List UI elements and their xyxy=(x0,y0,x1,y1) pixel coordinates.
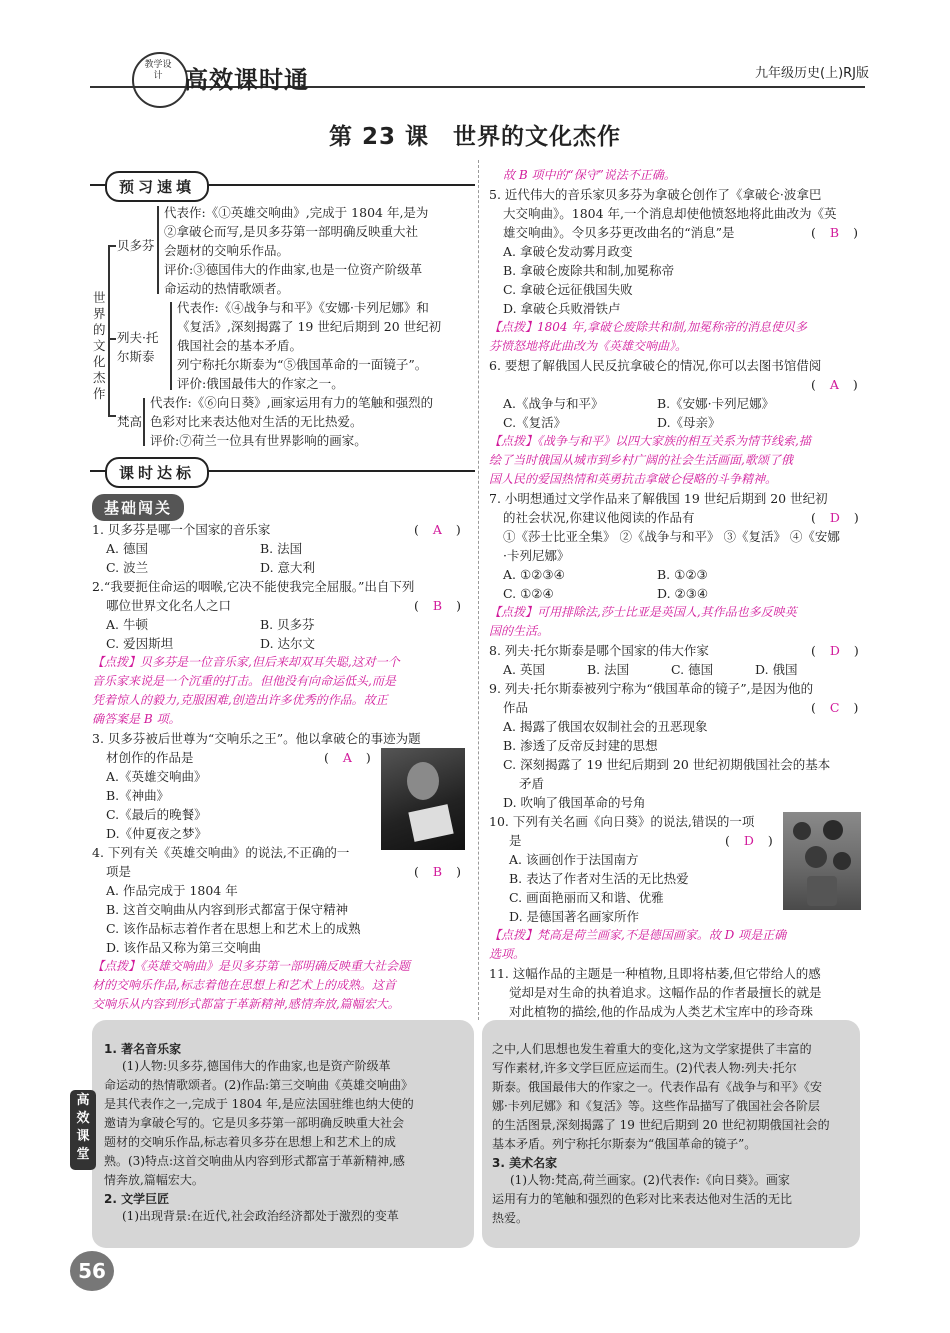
question-10-text: 10. 下列有关名画《向日葵》的说法,错误的一项 xyxy=(489,814,755,829)
summary-line: 之中,人们思想也发生着重大的变化,这为文学家提供了丰富的 xyxy=(492,1042,812,1056)
summary-left-content xyxy=(104,1040,466,1226)
question-text: 的社会状况,你建议他阅读的作品有 xyxy=(503,510,695,525)
hint-line: 交响乐从内容到形式都富于革新精神,感情奔放,篇幅宏大。 xyxy=(92,997,400,1011)
tree-root: 世界的文化杰作 xyxy=(93,290,106,401)
answer-mark: B xyxy=(432,864,443,879)
logo-text: 教学设计 xyxy=(144,60,172,81)
option: B. 渗透了反帝反封建的思想 xyxy=(503,738,658,753)
hint-note xyxy=(489,926,864,964)
option: B.《安娜·卡列尼娜》 xyxy=(657,396,775,411)
option: A. 英国 xyxy=(503,662,545,677)
side-tab-label xyxy=(70,1090,96,1170)
question-text: 对此植物的描绘,他的作品成为人类艺术宝库中的珍奇珠 xyxy=(509,1004,813,1019)
hint-line: 【点拨】《英雄交响曲》是贝多芬第一部明确反映重大社会题 xyxy=(92,959,411,973)
answer-mark: A xyxy=(432,522,442,537)
hint-note xyxy=(489,432,864,489)
tree-tick xyxy=(108,245,116,247)
summary-line: 写作素材,许多文学巨匠应运而生。(2)代表人物:列夫·托尔 xyxy=(492,1061,797,1075)
question-7-text: 7. 小明想通过文学作品来了解俄国 19 世纪后期到 20 世纪初 xyxy=(489,491,828,506)
tree-line-text: 评价:③德国伟大的作曲家,也是一位资产阶级革 xyxy=(164,262,423,277)
hint-line: 【点拨】《战争与和平》以四大家族的相互关系为情节线索,描 xyxy=(489,434,811,448)
tree-node-beethoven: 贝多芬 xyxy=(117,238,155,253)
option: C. ①②④ xyxy=(503,586,554,601)
question-text: ①《莎士比亚全集》 ②《战争与和平》 ③《复活》 ④《安娜 xyxy=(503,529,840,544)
tree-line-text: 会题材的交响乐作品。 xyxy=(164,243,290,258)
option: D. ②③④ xyxy=(657,586,709,601)
question-6-text: 6. 要想了解俄国人民反抗拿破仑的情况,你可以去图书馆借阅 xyxy=(489,358,822,373)
question-text: 雄交响曲》。令贝多芬更改曲名的“消息”是 xyxy=(503,225,735,240)
question-5-text: 5. 近代伟大的音乐家贝多芬为拿破仑创作了《拿破仑·波拿巴 xyxy=(489,187,822,202)
summary-line: 邀请为拿破仑写的。它是贝多芬第一部明确反映重大社会 xyxy=(104,1116,405,1130)
tree-line-text: 评价:⑦荷兰一位具有世界影响的画家。 xyxy=(150,433,367,448)
sunflowers-painting-image xyxy=(783,812,861,910)
option: D. 俄国 xyxy=(755,662,798,677)
question-text: 觉却是对生命的执着追求。这幅作品的作者最擅长的就是 xyxy=(509,985,822,1000)
option: C. 爱因斯坦 xyxy=(106,636,174,651)
option: B. 表达了作者对生活的无比热爱 xyxy=(509,871,689,886)
question-4-text: 4. 下列有关《英雄交响曲》的说法,不正确的一 xyxy=(92,845,350,860)
option: A. 作品完成于 1804 年 xyxy=(106,883,238,898)
summary-line: 斯泰。俄国最伟大的作家之一。代表作品有《战争与和平》《安 xyxy=(492,1080,823,1094)
summary-line: 的生活图景,深刻揭露了 19 世纪后期到 20 世纪初期俄国社会的 xyxy=(492,1118,830,1132)
summary-right-content xyxy=(492,1040,854,1228)
option: C.《最后的晚餐》 xyxy=(106,807,207,822)
hint-line: 绘了当时俄国从城市到乡村广阔的社会生活画面,歌颂了俄 xyxy=(489,453,793,467)
option: C. 画面艳丽而又和谐、优雅 xyxy=(509,890,664,905)
option: B. 这首交响曲从内容到形式都富于保守精神 xyxy=(106,902,349,917)
summary-line: (1)人物:梵高,荷兰画家。(2)代表作:《向日葵》。画家 xyxy=(510,1173,790,1187)
tree-line-text: 俄国社会的基本矛盾。 xyxy=(177,338,303,353)
left-questions: 1. 贝多芬是哪一个国家的音乐家 ( A ) A. 德国 B. 法国 C. 波兰 D. 意大利 2.“我要扼住命运的咽喉,它决不能使我完全屈服。”出自下列 哪位世界文化名人之口 ( B ) A. 牛顿 B. 贝多芬 C. 爱因斯坦 D. 达尔文 【点拨】贝多芬是一位音乐家,但后来却双耳失聪,这对一个 音乐家来说是一个沉重的打击。但他没有向命运低头,而是 凭着惊人的毅力,克服困难,创造出许多优秀的作品。故正 确答案是 B 项。 3. 贝多芬被后世尊为“交响乐之王”。他以拿破仑的事迹为题 材创作的作品是 ( A ) A.《英雄交响曲》 B.《神曲》 C.《最后的晚餐》 D.《仲夏夜之梦》 4. 下列有关《英雄交响曲》的说法,不正确的一 项是 ( B ) A. 作品完成于 1804 年 B. 这首交响曲从内容到形式都富于保守精神 C. 该作品标志着作者在思想上和艺术上的成熟 D. 该作品又称为第三交响曲 【点拨】《英雄交响曲》是贝多芬第一部明确反映重大社会题 材的交响乐作品,标志着他在思想上和艺术上的成熟。这首 交响乐从内容到形式都富于革新精神,感情奔放,篇幅宏大。 xyxy=(92,520,472,1014)
question-text: 哪位世界文化名人之口 xyxy=(106,598,232,613)
grade-label: 九年级历史(上)RJ版 xyxy=(755,66,870,81)
question-text: ·卡列尼娜》 xyxy=(503,548,570,563)
question-text: 作品 xyxy=(503,700,529,715)
option: A. 揭露了俄国农奴制社会的丑恶现象 xyxy=(503,719,708,734)
hint-note xyxy=(489,603,864,641)
summary-line: 题材的交响乐作品,标志着贝多芬在思想上和艺术上的成 xyxy=(104,1135,396,1149)
hint-line: 材的交响乐作品,标志着他在思想上和艺术上的成熟。这首 xyxy=(92,978,396,992)
option: C. 该作品标志着作者在思想上和艺术上的成熟 xyxy=(106,921,361,936)
question-text: 材创作的作品是 xyxy=(106,750,194,765)
option: C.《复活》 xyxy=(503,415,567,430)
summary-line: 运用有力的笔触和强烈的色彩对比来表达他对生活的无比 xyxy=(492,1192,793,1206)
hint-line: 国的生活。 xyxy=(489,624,550,638)
option: A. ①②③④ xyxy=(503,567,565,582)
tree-line-text: 代表作:《①英雄交响曲》,完成于 1804 年,是为 xyxy=(164,205,429,220)
summary-line: 热爱。 xyxy=(492,1211,529,1225)
question-9-text: 9. 列夫·托尔斯泰被列宁称为“俄国革命的镜子”,是因为他的 xyxy=(489,681,814,696)
tree-line-text: 色彩对比来表达他对生活的无比热爱。 xyxy=(150,414,363,429)
tree-line-text: ②拿破仑而写,是贝多芬第一部明确反映重大社 xyxy=(164,224,418,239)
option: B. 贝多芬 xyxy=(260,617,315,632)
option: A.《英雄交响曲》 xyxy=(106,769,207,784)
hint-line: 芬愤怒地将此曲改为《英雄交响曲》。 xyxy=(489,339,688,353)
vangogh-details xyxy=(150,393,433,450)
lesson-title: 第 23 课 世界的文化杰作 xyxy=(328,124,622,150)
answer-mark: B xyxy=(829,225,840,240)
hint-line: 【点拨】贝多芬是一位音乐家,但后来却双耳失聪,这对一个 xyxy=(92,655,400,669)
summary-line: 熟。(3)特点:这首交响曲从内容到形式都富于革新精神,感 xyxy=(104,1154,405,1168)
tree-brace xyxy=(157,206,159,294)
tree-node-vangogh: 梵高 xyxy=(117,414,143,429)
option: D. 吹响了俄国革命的号角 xyxy=(503,795,646,810)
answer-mark: B xyxy=(432,598,443,613)
question-11-text: 11. 这幅作品的主题是一种植物,且即将枯萎,但它带给人的感 xyxy=(489,966,821,981)
option: C. 德国 xyxy=(671,662,714,677)
option: A.《战争与和平》 xyxy=(503,396,604,411)
basic-level-badge: 基础闯关 xyxy=(92,494,184,521)
hint-line: 故 B 项中的“保守”说法不正确。 xyxy=(503,168,676,182)
summary-line: (1)出现背景:在近代,社会政治经济都处于激烈的变革 xyxy=(122,1209,399,1223)
tree-node-tolstoy: 列夫·托尔斯泰 xyxy=(117,330,159,364)
hint-line: 音乐家来说是一个沉重的打击。但他没有向命运低头,而是 xyxy=(92,674,396,688)
hint-line: 【点拨】可用排除法,莎士比亚是英国人,其作品也多反映英 xyxy=(489,605,797,619)
hint-line: 国人民的爱国热情和英勇抗击拿破仑侵略的斗争精神。 xyxy=(489,472,778,486)
option: A. 该画创作于法国南方 xyxy=(509,852,639,867)
option: A. 牛顿 xyxy=(106,617,148,632)
option: D. 该作品又称为第三交响曲 xyxy=(106,940,262,955)
option: C. 波兰 xyxy=(106,560,149,575)
option: B. 法国 xyxy=(260,541,303,556)
tree-tick xyxy=(108,415,116,417)
option: B. ①②③ xyxy=(657,567,708,582)
brand-title: 高效课时通 xyxy=(184,66,309,94)
summary-line: 基本矛盾。列宁称托尔斯泰为“俄国革命的镜子”。 xyxy=(492,1137,757,1151)
summary-line: 情奔放,篇幅宏大。 xyxy=(104,1173,204,1187)
drill-badge: 课时达标 xyxy=(105,457,209,488)
summary-heading: 2. 文学巨匠 xyxy=(104,1192,170,1206)
summary-heading: 3. 美术名家 xyxy=(492,1156,558,1170)
option: C. 深刻揭露了 19 世纪后期到 20 世纪初期俄国社会的基本 xyxy=(503,757,831,772)
option: B.《神曲》 xyxy=(106,788,170,803)
question-text: 1. 贝多芬是哪一个国家的音乐家 xyxy=(92,522,271,537)
hint-line: 选项。 xyxy=(489,947,526,961)
question-2-text: 2.“我要扼住命运的咽喉,它决不能使我完全屈服。”出自下列 xyxy=(92,579,415,594)
option: D. 是德国著名画家所作 xyxy=(509,909,640,924)
hint-note xyxy=(489,318,864,356)
beethoven-details xyxy=(164,203,428,298)
option: D. 意大利 xyxy=(260,560,316,575)
option: D.《仲夏夜之梦》 xyxy=(106,826,208,841)
question-8-text: 8. 列夫·托尔斯泰是哪个国家的伟大作家 xyxy=(489,643,709,658)
summary-line: 命运动的热情歌颂者。(2)作品:第三交响曲《英雄交响曲》 xyxy=(104,1078,414,1092)
answer-mark: C xyxy=(829,700,840,715)
answer-mark: A xyxy=(829,377,839,392)
question-text: 项是 xyxy=(106,864,132,879)
question-3-text: 3. 贝多芬被后世尊为“交响乐之王”。他以拿破仑的事迹为题 xyxy=(92,731,421,746)
beethoven-portrait-image xyxy=(381,748,465,850)
tree-line-text: 《复活》,深刻揭露了 19 世纪后期到 20 世纪初 xyxy=(177,319,442,334)
preview-badge: 预习速填 xyxy=(105,171,209,202)
question-text: 大交响曲》。1804 年,一个消息却使他愤怒地将此曲改为《英 xyxy=(503,206,837,221)
option: D. 达尔文 xyxy=(260,636,316,651)
option: A. 拿破仑发动雾月政变 xyxy=(503,244,633,259)
tree-brace xyxy=(170,302,172,390)
hint-line: 凭着惊人的毅力,克服困难,创造出许多优秀的作品。故正 xyxy=(92,693,388,707)
hint-line: 【点拨】1804 年,拿破仑废除共和制,加冕称帝的消息使贝多 xyxy=(489,320,807,334)
option: D. 拿破仑兵败滑铁卢 xyxy=(503,301,621,316)
tree-line-text: 列宁称托尔斯泰为“⑤俄国革命的一面镜子”。 xyxy=(177,357,428,372)
tolstoy-details xyxy=(177,298,441,393)
option: D.《母亲》 xyxy=(657,415,721,430)
tree-line-text: 代表作:《④战争与和平》《安娜·卡列尼娜》和 xyxy=(177,300,429,315)
tree-line-text: 命运动的热情歌颂者。 xyxy=(164,281,290,296)
summary-heading: 1. 著名音乐家 xyxy=(104,1042,182,1056)
summary-line: 娜·卡列尼娜》和《复活》等。这些作品描写了俄国社会各阶层 xyxy=(492,1099,820,1113)
hint-note xyxy=(92,957,472,1014)
hint-line: 【点拨】梵高是荷兰画家,不是德国画家。故 D 项是正确 xyxy=(489,928,787,942)
hint-note xyxy=(92,653,472,729)
answer-mark: D xyxy=(829,643,840,658)
answer-mark: A xyxy=(342,750,352,765)
answer-mark: D xyxy=(829,510,840,525)
right-questions: 故 B 项中的“保守”说法不正确。 5. 近代伟大的音乐家贝多芬为拿破仑创作了《拿破仑·波拿巴 大交响曲》。1804 年,一个消息却使他愤怒地将此曲改为《英 雄交响曲》。令贝多芬更改曲名的“消息”是 ( B ) A. 拿破仑发动雾月政变 B. 拿破仑废除共和制,加冕称帝 C. 拿破仑远征俄国失败 D. 拿破仑兵败滑铁卢 【点拨】1804 年,拿破仑废除共和制,加冕称帝的消息使贝多 芬愤怒地将此曲改为《英雄交响曲》。 6. 要想了解俄国人民反抗拿破仑的情况,你可以去图书馆借阅 ( A ) A.《战争与和平》 B.《安娜·卡列尼娜》 C.《复活》 D.《母亲》 【点拨】《战争与和平》以四大家族的相互关系为情节线索,描 绘了当时俄国从城市到乡村广阔的社会生活画面,歌颂了俄 国人民的爱国热情和英勇抗击拿破仑侵略的斗争精神。 7. 小明想通过文学作品来了解俄国 19 世纪后期到 20 世纪初 的社会状况,你建议他阅读的作品有 ( D ) ①《莎士比亚全集》 ②《战争与和平》 ③《复活》 ④《安娜 ·卡列尼娜》 A. ①②③④ B. ①②③ C. ①②④ D. ②③④ 【点拨】可用排除法,莎士比亚是英国人,其作品也多反映英 国的生活。 8. 列夫·托尔斯泰是哪个国家的伟大作家 ( D ) A. 英国 B. 法国 C. 德国 D. 俄国 9. 列夫·托尔斯泰被列宁称为“俄国革命的镜子”,是因为他的 作品 ( C ) A. 揭露了俄国农奴制社会的丑恶现象 B. 渗透了反帝反封建的思想 C. 深刻揭露了 19 世纪后期到 20 世纪初期俄国社会的基本 矛盾 D. 吹响了俄国革命的号角 10. 下列有关名画《向日葵》的说法,错误的一项 是 ( D ) A. 该画创作于法国南方 B. 表达了作者对生活的无比热爱 C. 画面艳丽而又和谐、优雅 D. 是德国著名画家所作 【点拨】梵高是荷兰画家,不是德国画家。故 D 项是正确 选项。 11. 这幅作品的主题是一种植物,且即将枯萎,但它带给人的感 觉却是对生命的执着追求。这幅作品的作者最擅长的就是 对此植物的描绘,他的作品成为人类艺术宝库中的珍奇珠 xyxy=(489,166,864,1021)
tree-brace xyxy=(143,398,145,446)
hint-line: 确答案是 B 项。 xyxy=(92,712,181,726)
question-text: 是 xyxy=(509,833,522,848)
option: C. 拿破仑远征俄国失败 xyxy=(503,282,633,297)
question-1: 1. 贝多芬是哪一个国家的音乐家 ( A ) xyxy=(92,522,461,537)
summary-line: 是其代表作之一,完成于 1804 年,是应法国驻维也纳大使的 xyxy=(104,1097,414,1111)
answer-mark: D xyxy=(743,833,754,848)
page-number: 56 xyxy=(70,1251,114,1291)
tree-line-text: 代表作:《⑥向日葵》,画家运用有力的笔触和强烈的 xyxy=(150,395,434,410)
option: 矛盾 xyxy=(519,776,545,791)
tree-line-text: 评价:俄国最伟大的作家之一。 xyxy=(177,376,344,391)
tree-brace-main xyxy=(108,245,110,415)
summary-line: (1)人物:贝多芬,德国伟大的作曲家,也是资产阶级革 xyxy=(122,1059,391,1073)
option: B. 法国 xyxy=(587,662,630,677)
tree-tick xyxy=(108,338,116,340)
side-tab-text: 高效课堂 xyxy=(76,1093,90,1162)
column-divider xyxy=(478,160,479,1020)
option: B. 拿破仑废除共和制,加冕称帝 xyxy=(503,263,675,278)
option: A. 德国 xyxy=(106,541,148,556)
